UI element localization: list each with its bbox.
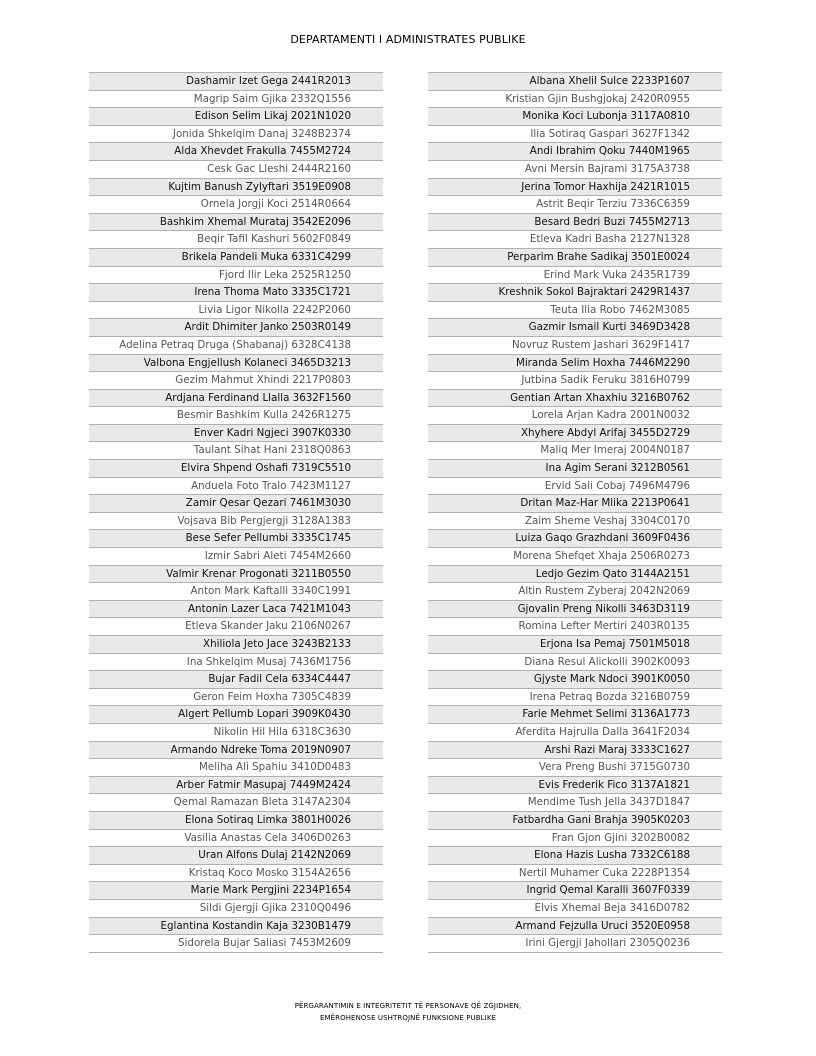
list-item: Xhyhere Abdyl Arifaj 3455D2729 — [428, 425, 722, 443]
list-item: Valmir Krenar Progonati 3211B0550 — [89, 566, 383, 584]
list-item: Taulant Sihat Hani 2318Q0863 — [89, 442, 383, 460]
list-item: Magrip Saim Gjika 2332Q1556 — [89, 91, 383, 109]
list-item: Anduela Foto Tralo 7423M1127 — [89, 478, 383, 496]
list-item: Astrit Beqir Terziu 7336C6359 — [428, 196, 722, 214]
list-item: Nikolin Hil Hila 6318C3630 — [89, 724, 383, 742]
list-item: Anton Mark Kaftalli 3340C1991 — [89, 583, 383, 601]
list-item: Sildi Gjergji Gjika 2310Q0496 — [89, 900, 383, 918]
list-item: Elona Hazis Lusha 7332C6188 — [428, 847, 722, 865]
list-item: Aferdita Hajrulla Dalla 3641F2034 — [428, 724, 722, 742]
list-item: Gezim Mahmut Xhindi 2217P0803 — [89, 372, 383, 390]
list-item: Irini Gjergji Jahollari 2305Q0236 — [428, 935, 722, 953]
footer — [0, 1000, 816, 1024]
list-item: Ardit Dhimiter Janko 2503R0149 — [89, 319, 383, 337]
list-item: Xhiliola Jeto Jace 3243B2133 — [89, 636, 383, 654]
list-item: Armando Ndreke Toma 2019N0907 — [89, 742, 383, 760]
list-item: Elvis Xhemal Beja 3416D0782 — [428, 900, 722, 918]
list-item: Ledjo Gezim Qato 3144A2151 — [428, 566, 722, 584]
list-item: Algert Pellumb Lopari 3909K0430 — [89, 706, 383, 724]
list-item: Enver Kadri Ngjeci 3907K0330 — [89, 425, 383, 443]
list-item: Dritan Maz-Har Mlika 2213P0641 — [428, 495, 722, 513]
list-item: Altin Rustem Zyberaj 2042N2069 — [428, 583, 722, 601]
list-item: Brikela Pandeli Muka 6331C4299 — [89, 249, 383, 267]
footer-line-1: PËRGARANTIMIN E INTEGRITETIT TË PERSONAVE QË ZGJIDHEN, — [294, 1002, 522, 1010]
list-item: Diana Resul Alickolli 3902K0093 — [428, 654, 722, 672]
list-item: Erjona Isa Pemaj 7501M5018 — [428, 636, 722, 654]
list-item: Etleva Kadri Basha 2127N1328 — [428, 231, 722, 249]
list-item: Morena Shefqet Xhaja 2506R0273 — [428, 548, 722, 566]
list-item: Vera Preng Bushi 3715G0730 — [428, 759, 722, 777]
list-item: Jerina Tomor Haxhija 2421R1015 — [428, 179, 722, 197]
list-item: Arber Fatmir Masupaj 7449M2424 — [89, 777, 383, 795]
list-item: Perparim Brahe Sadikaj 3501E0024 — [428, 249, 722, 267]
list-item: Bashkim Xhemal Murataj 3542E2096 — [89, 214, 383, 232]
left-name-list — [89, 72, 383, 953]
list-item: Vasilia Anastas Cela 3406D0263 — [89, 830, 383, 848]
list-item: Erind Mark Vuka 2435R1739 — [428, 267, 722, 285]
list-item: Kreshnik Sokol Bajraktari 2429R1437 — [428, 284, 722, 302]
list-item: Evis Frederik Fico 3137A1821 — [428, 777, 722, 795]
list-item: Arshi Razi Maraj 3333C1627 — [428, 742, 722, 760]
list-item: Ardjana Ferdinand Llalla 3632F1560 — [89, 390, 383, 408]
list-item: Maliq Mer Imeraj 2004N0187 — [428, 442, 722, 460]
list-item: Ervid Sali Cobaj 7496M4796 — [428, 478, 722, 496]
list-item: Gjyste Mark Ndoci 3901K0050 — [428, 671, 722, 689]
list-item: Qemal Ramazan Bleta 3147A2304 — [89, 794, 383, 812]
list-item: Mendime Tush Jella 3437D1847 — [428, 794, 722, 812]
list-item: Bujar Fadil Cela 6334C4447 — [89, 671, 383, 689]
list-item: Izmir Sabri Aleti 7454M2660 — [89, 548, 383, 566]
list-item: Monika Koci Lubonja 3117A0810 — [428, 108, 722, 126]
list-item: Lorela Arjan Kadra 2001N0032 — [428, 407, 722, 425]
list-item: Kristian Gjin Bushgjokaj 2420R0955 — [428, 91, 722, 109]
list-item: Farie Mehmet Selimi 3136A1773 — [428, 706, 722, 724]
list-item: Fran Gjon Gjini 3202B0082 — [428, 830, 722, 848]
list-item: Andi Ibrahim Qoku 7440M1965 — [428, 143, 722, 161]
list-item: Armand Fejzulla Uruci 3520E0958 — [428, 918, 722, 936]
list-item: Gentian Artan Xhaxhiu 3216B0762 — [428, 390, 722, 408]
list-item: Besmir Bashkim Kulla 2426R1275 — [89, 407, 383, 425]
list-item: Dashamir Izet Gega 2441R2013 — [89, 73, 383, 91]
list-item: Ornela Jorgji Koci 2514R0664 — [89, 196, 383, 214]
list-item: Valbona Engjellush Kolaneci 3465D3213 — [89, 355, 383, 373]
list-item: Gjovalin Preng Nikolli 3463D3119 — [428, 601, 722, 619]
list-item: Kristaq Koco Mosko 3154A2656 — [89, 865, 383, 883]
list-item: Ina Shkelqim Musaj 7436M1756 — [89, 654, 383, 672]
list-item: Adelina Petraq Druga (Shabanaj) 6328C4138 — [89, 337, 383, 355]
list-item: Besard Bedri Buzi 7455M2713 — [428, 214, 722, 232]
list-item: Zaim Sheme Veshaj 3304C0170 — [428, 513, 722, 531]
list-item: Albana Xhelil Sulce 2233P1607 — [428, 73, 722, 91]
list-item: Beqir Tafil Kashuri 5602F0849 — [89, 231, 383, 249]
footer-line-2: EMËROHENOSE USHTROJNË FUNKSIONE PUBLIKE — [319, 1014, 497, 1022]
list-item: Romina Lefter Mertiri 2403R0135 — [428, 618, 722, 636]
list-item: Teuta Ilia Robo 7462M3085 — [428, 302, 722, 320]
list-item: Marie Mark Pergjini 2234P1654 — [89, 882, 383, 900]
list-item: Avni Mersin Bajrami 3175A3738 — [428, 161, 722, 179]
list-item: Antonin Lazer Laca 7421M1043 — [89, 601, 383, 619]
list-item: Uran Alfons Dulaj 2142N2069 — [89, 847, 383, 865]
list-item: Alda Xhevdet Frakulla 7455M2724 — [89, 143, 383, 161]
list-item: Ingrid Qemal Karalli 3607F0339 — [428, 882, 722, 900]
list-item: Ina Agim Serani 3212B0561 — [428, 460, 722, 478]
list-item: Elona Sotiraq Limka 3801H0026 — [89, 812, 383, 830]
list-item: Gazmir Ismail Kurti 3469D3428 — [428, 319, 722, 337]
list-item: Nertil Muhamer Cuka 2228P1354 — [428, 865, 722, 883]
list-item: Ilia Sotiraq Gaspari 3627F1342 — [428, 126, 722, 144]
list-item: Eglantina Kostandin Kaja 3230B1479 — [89, 918, 383, 936]
list-item: Novruz Rustem Jashari 3629F1417 — [428, 337, 722, 355]
list-item: Meliha Ali Spahiu 3410D0483 — [89, 759, 383, 777]
list-item: Fatbardha Gani Brahja 3905K0203 — [428, 812, 722, 830]
right-name-list — [428, 72, 722, 953]
list-item: Edison Selim Likaj 2021N1020 — [89, 108, 383, 126]
list-item: Irena Petraq Bozda 3216B0759 — [428, 689, 722, 707]
list-item: Cesk Gac Lleshi 2444R2160 — [89, 161, 383, 179]
list-item: Bese Sefer Pellumbi 3335C1745 — [89, 530, 383, 548]
list-item: Livia Ligor Nikolla 2242P2060 — [89, 302, 383, 320]
list-item: Irena Thoma Mato 3335C1721 — [89, 284, 383, 302]
list-item: Sidorela Bujar Saliasi 7453M2609 — [89, 935, 383, 953]
list-item: Zamir Qesar Qezari 7461M3030 — [89, 495, 383, 513]
list-item: Jutbina Sadik Feruku 3816H0799 — [428, 372, 722, 390]
page-title: DEPARTAMENTI I ADMINISTRATES PUBLIKE — [290, 33, 526, 46]
list-item: Vojsava Bib Pergjergji 3128A1383 — [89, 513, 383, 531]
list-item: Geron Feim Hoxha 7305C4839 — [89, 689, 383, 707]
list-item: Miranda Selim Hoxha 7446M2290 — [428, 355, 722, 373]
list-item: Luiza Gaqo Grazhdani 3609F0436 — [428, 530, 722, 548]
list-item: Kujtim Banush Zylyftari 3519E0908 — [89, 179, 383, 197]
list-item: Elvira Shpend Oshafi 7319C5510 — [89, 460, 383, 478]
list-item: Jonida Shkelqim Danaj 3248B2374 — [89, 126, 383, 144]
list-item: Etleva Skander Jaku 2106N0267 — [89, 618, 383, 636]
list-item: Fjord Ilir Leka 2525R1250 — [89, 267, 383, 285]
